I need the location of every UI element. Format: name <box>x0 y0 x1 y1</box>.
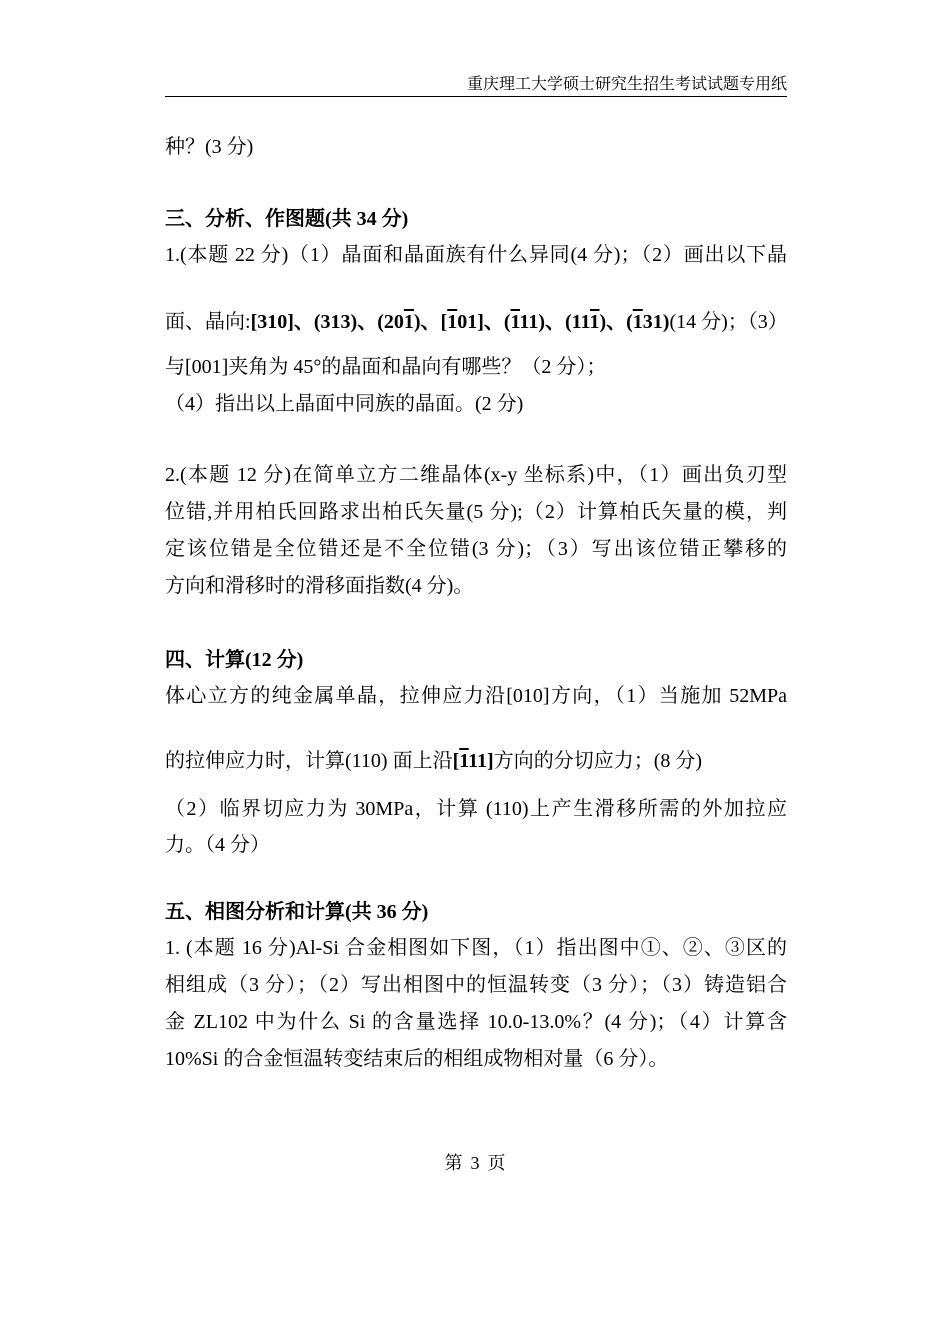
overbar-digit: 1 <box>510 311 520 333</box>
overbar-digit: 1 <box>403 311 414 333</box>
text-span: 方向的分切应力；(8 分) <box>493 750 703 772</box>
question-1-line-1: 1.(本题 22 分)（1）晶面和晶面族有什么异同(4 分)；（2）画出以下晶 <box>165 244 787 266</box>
section-3-title: 三、分析、作图题(共 34 分) <box>165 208 409 230</box>
text-span: [ <box>452 750 460 772</box>
question-2-line-1: 2.(本题 12 分)在简单立方二维晶体(x-y 坐标系)中，（1）画出负刃型 <box>165 464 787 486</box>
text-span: [310]、(313)、(20 <box>250 311 404 333</box>
section-4-line-1: 体心立方的纯金属单晶，拉伸应力沿[010]方向，（1）当施加 52MPa <box>165 685 787 707</box>
text-line: 种？(3 分) <box>165 136 254 158</box>
section-5-title: 五、相图分析和计算(共 36 分) <box>165 901 429 923</box>
question-2-line-2: 位错,并用柏氏回路求出柏氏矢量(5 分);（2）计算柏氏矢量的模，判 <box>165 501 787 523</box>
footer-suffix: 页 <box>487 1153 506 1173</box>
crystal-indices <box>251 311 670 333</box>
section-4-line-4: 力。（4 分） <box>165 834 270 856</box>
text-span: 11)、(11 <box>519 311 590 333</box>
question-1-line-3: 与[001]夹角为 45°的晶面和晶向有哪些？（2 分）； <box>165 356 607 378</box>
overbar-digit: 1 <box>632 311 643 333</box>
text-span: )、[ <box>413 311 448 333</box>
text-span: 面、晶向: <box>165 311 251 333</box>
section-4-line-2 <box>165 748 787 774</box>
overbar-digit: 1 <box>459 750 469 772</box>
question-1-line-4: （4）指出以上晶面中同族的晶面。(2 分) <box>165 393 524 415</box>
question-1-line-2 <box>165 309 787 335</box>
overbar-digit: 1 <box>447 311 458 333</box>
text-span: 01]、( <box>457 311 511 333</box>
text-span: )、( <box>599 311 633 333</box>
text-span: (14 分)；（3） <box>669 311 788 333</box>
overbar-digit: 1 <box>590 311 600 333</box>
section-5-line-3: 金 ZL102 中为什么 Si 的含量选择 10.0-13.0%？(4 分)；（4）计算含 <box>165 1011 787 1033</box>
section-5-line-1: 1. (本题 16 分)Al-Si 合金相图如下图，（1）指出图中①、②、③区的 <box>165 937 787 959</box>
page-footer <box>0 1152 950 1174</box>
page-number: 3 <box>470 1153 480 1173</box>
text-span: 31) <box>642 311 670 333</box>
section-4-line-3: （2）临界切应力为 30MPa，计算 (110)上产生滑移所需的外加拉应 <box>165 798 787 820</box>
question-2-line-4: 方向和滑移时的滑移面指数(4 分)。 <box>165 575 474 597</box>
section-5-line-2: 相组成（3 分）；（2）写出相图中的恒温转变（3 分）；（3）铸造铝合 <box>165 974 787 996</box>
footer-prefix: 第 <box>444 1153 463 1173</box>
section-4-title: 四、计算(12 分) <box>165 649 304 671</box>
header-title: 重庆理工大学硕士研究生招生考试试题专用纸 <box>466 76 787 93</box>
text-span: 11] <box>468 750 494 772</box>
section-5-line-4: 10%Si 的合金恒温转变结束后的相组成物相对量（6 分）。 <box>165 1048 669 1070</box>
text-span: 的拉伸应力时，计算(110) 面上沿 <box>165 750 453 772</box>
crystal-direction <box>453 750 494 772</box>
question-2-line-3: 定该位错是全位错还是不全位错(3 分)；（3）写出该位错正攀移的 <box>165 538 787 560</box>
page-header <box>165 76 787 97</box>
